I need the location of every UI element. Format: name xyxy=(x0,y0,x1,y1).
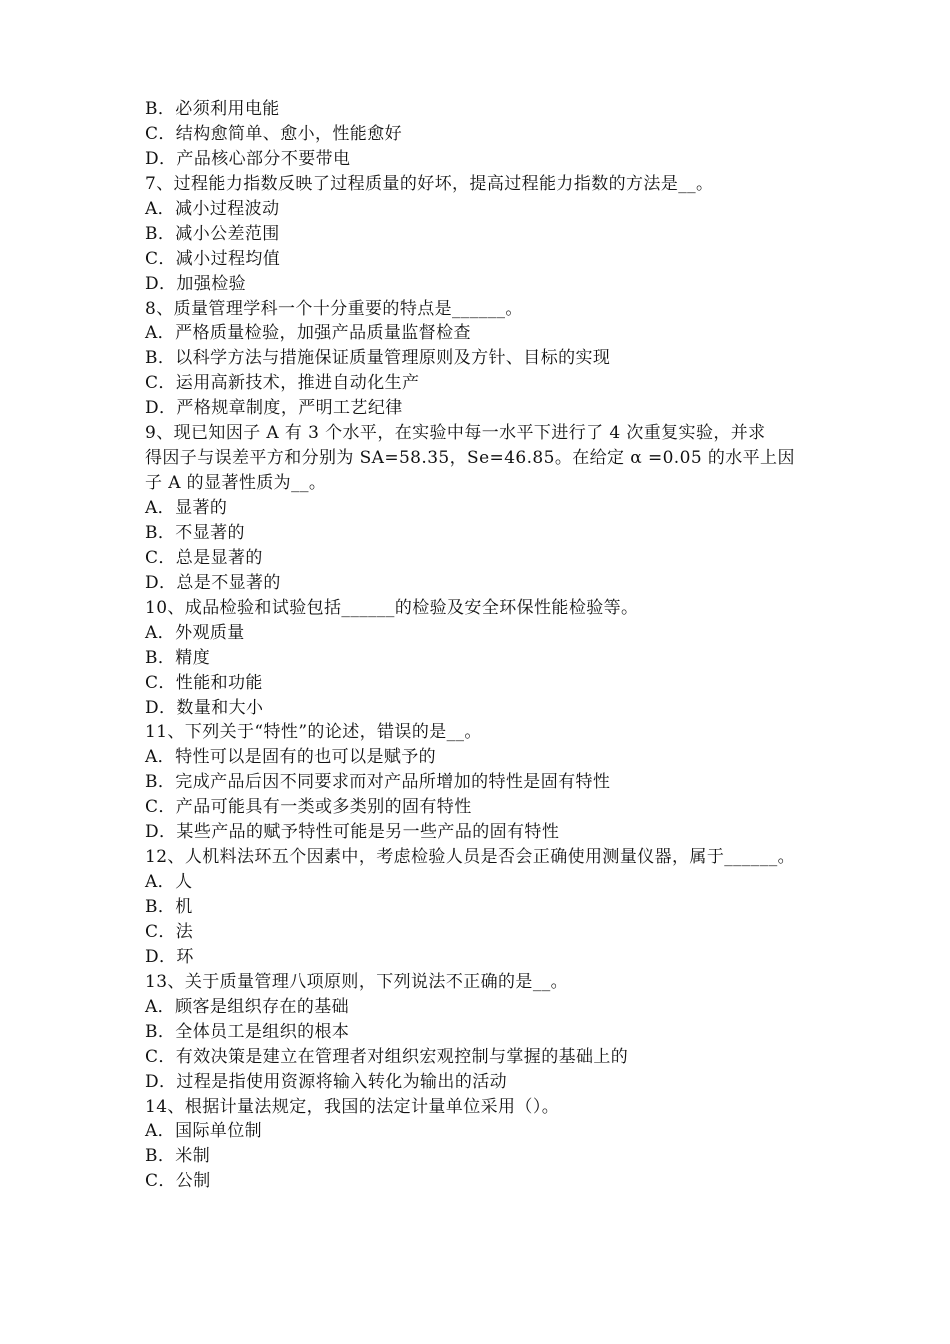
question-10: 10、成品检验和试验包括______的检验及安全环保性能检验等。 xyxy=(145,597,639,618)
option-line: B．必须利用电能 xyxy=(145,99,280,119)
option-line: A．严格质量检验，加强产品质量监督检查 xyxy=(145,323,471,344)
option-line: C．有效决策是建立在管理者对组织宏观控制与掌握的基础上的 xyxy=(145,1046,629,1067)
option-line: D．过程是指使用资源将输入转化为输出的活动 xyxy=(145,1071,508,1092)
option-line: B．完成产品后因不同要求而对产品所增加的特性是固有特性 xyxy=(145,772,611,793)
option-line: D．严格规章制度，严明工艺纪律 xyxy=(145,398,403,419)
option-line: C．法 xyxy=(145,921,194,942)
question-8: 8、质量管理学科一个十分重要的特点是______。 xyxy=(145,298,523,319)
option-line: C．产品可能具有一类或多类别的固有特性 xyxy=(145,797,472,818)
option-line: B．精度 xyxy=(145,647,211,668)
option-line: B．机 xyxy=(145,897,193,917)
option-line: C．减小过程均值 xyxy=(145,248,281,269)
option-line: A．减小过程波动 xyxy=(145,198,280,219)
option-line: A．人 xyxy=(145,872,193,893)
option-line: A．顾客是组织存在的基础 xyxy=(145,996,350,1017)
option-line: B．减小公差范围 xyxy=(145,223,280,244)
option-line: D．产品核心部分不要带电 xyxy=(145,148,351,169)
question-14: 14、根据计量法规定，我国的法定计量单位采用（）。 xyxy=(145,1096,560,1117)
question-9-continued: 得因子与误差平方和分别为 SA=58.35，Se=46.85。在给定 α =0.05 的水平上因 xyxy=(145,448,795,469)
option-line: D．环 xyxy=(145,946,194,967)
option-line: D．某些产品的赋予特性可能是另一些产品的固有特性 xyxy=(145,822,560,843)
option-line: A．特性可以是固有的也可以是赋予的 xyxy=(145,747,437,768)
option-line: A．国际单位制 xyxy=(145,1121,263,1142)
question-7: 7、过程能力指数反映了过程质量的好坏，提高过程能力指数的方法是__。 xyxy=(145,173,714,194)
option-line: C．公制 xyxy=(145,1171,211,1192)
option-line: B．米制 xyxy=(145,1146,211,1167)
option-line: A．外观质量 xyxy=(145,622,245,643)
question-11: 11、下列关于“特性”的论述，错误的是__。 xyxy=(145,722,482,743)
option-line: D．总是不显著的 xyxy=(145,572,281,593)
option-line: C．运用高新技术，推进自动化生产 xyxy=(145,373,420,394)
option-line: A．显著的 xyxy=(145,498,228,518)
option-line: D．数量和大小 xyxy=(145,697,264,718)
option-line: C．性能和功能 xyxy=(145,672,263,693)
question-9-continued: 子 A 的显著性质为__。 xyxy=(145,473,327,494)
question-12: 12、人机料法环五个因素中，考虑检验人员是否会正确使用测量仪器，属于______。 xyxy=(145,847,796,868)
option-line: C．总是显著的 xyxy=(145,547,263,568)
question-9: 9、现已知因子 A 有 3 个水平，在实验中每一水平下进行了 4 次重复实验，并求 xyxy=(145,423,766,444)
option-line: B．以科学方法与措施保证质量管理原则及方针、目标的实现 xyxy=(145,348,611,369)
option-line: B．全体员工是组织的根本 xyxy=(145,1021,350,1042)
option-line: B．不显著的 xyxy=(145,522,245,543)
option-line: C．结构愈简单、愈小，性能愈好 xyxy=(145,123,403,144)
document-body xyxy=(145,97,825,1194)
option-line: D．加强检验 xyxy=(145,273,247,294)
question-13: 13、关于质量管理八项原则，下列说法不正确的是__。 xyxy=(145,971,569,992)
